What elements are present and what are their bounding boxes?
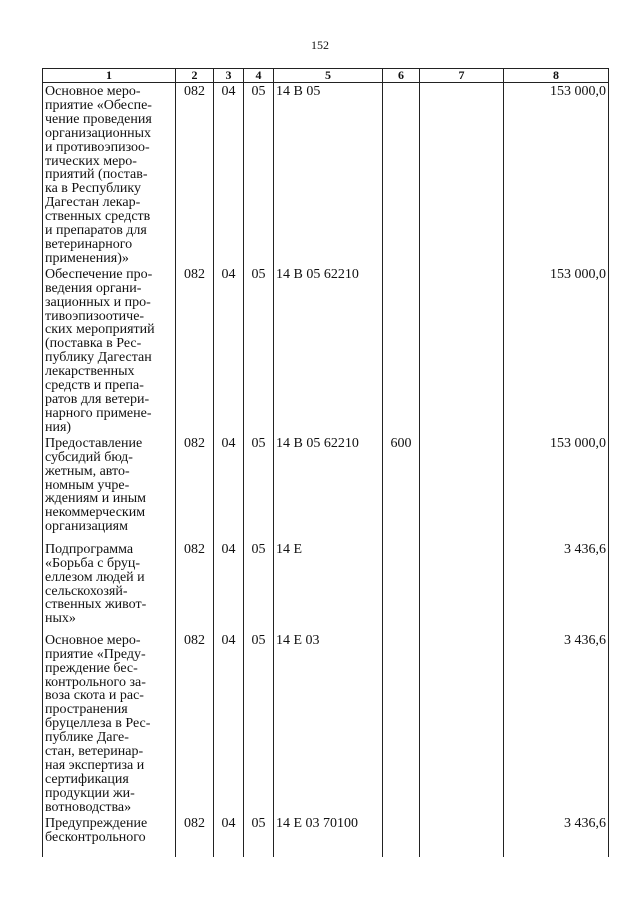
column-header-4: 4 xyxy=(244,69,274,83)
ministry-code-cell: 082 xyxy=(176,435,214,541)
subsection-code-cell: 05 xyxy=(244,632,274,815)
header-row xyxy=(43,69,609,83)
table-row xyxy=(43,632,609,815)
ministry-code-cell: 082 xyxy=(176,266,214,435)
target-article-cell: 14 Е 03 70100 xyxy=(274,815,383,857)
column-7-cell xyxy=(420,266,504,435)
column-header-2: 2 xyxy=(176,69,214,83)
ministry-code-cell: 082 xyxy=(176,632,214,815)
subsection-code-cell: 05 xyxy=(244,435,274,541)
target-article-cell: 14 Е xyxy=(274,541,383,632)
target-article-cell: 14 В 05 62210 xyxy=(274,266,383,435)
section-code-cell: 04 xyxy=(214,83,244,266)
budget-table xyxy=(42,68,609,857)
subsection-code-cell: 05 xyxy=(244,83,274,266)
amount-cell: 153 000,0 xyxy=(504,266,609,435)
ministry-code-cell: 082 xyxy=(176,815,214,857)
ministry-code-cell: 082 xyxy=(176,83,214,266)
section-code-cell: 04 xyxy=(214,266,244,435)
column-header-5: 5 xyxy=(274,69,383,83)
column-header-3: 3 xyxy=(214,69,244,83)
table-row xyxy=(43,266,609,435)
table-row xyxy=(43,541,609,632)
expense-type-cell xyxy=(383,815,420,857)
table-row xyxy=(43,815,609,857)
row-name-cell: Основное меро- приятие «Обеспе- чение проведения организационных и противоэпизоо- тических меро- приятий (постав- ка в Республику Дагестан лекар- ственных средств и препаратов для ветеринарного применения)» xyxy=(43,83,176,266)
subsection-code-cell: 05 xyxy=(244,815,274,857)
subsection-code-cell: 05 xyxy=(244,266,274,435)
row-name-cell: Основное меро- приятие «Преду- преждение бес- контрольного за- воза скота и рас- пространения бруцеллеза в Рес- публике Даге- стан, ветеринар- ная экспертиза и сертификация продукции жи- вотноводства» xyxy=(43,632,176,815)
row-name-cell: Подпрограмма «Борьба с бруц- еллезом людей и сельскохозяй- ственных живот- ных» xyxy=(43,541,176,632)
amount-cell: 3 436,6 xyxy=(504,541,609,632)
row-name-cell: Обеспечение про- ведения органи- зационных и про- тивоэпизоотиче- ских мероприятий (поставка в Рес- публику Дагестан лекарственных средств и препа- ратов для ветери- нарного примене- ния) xyxy=(43,266,176,435)
column-7-cell xyxy=(420,83,504,266)
section-code-cell: 04 xyxy=(214,435,244,541)
target-article-cell: 14 В 05 xyxy=(274,83,383,266)
amount-cell: 3 436,6 xyxy=(504,815,609,857)
expense-type-cell xyxy=(383,266,420,435)
row-name-cell: Предупреждение бесконтрольного xyxy=(43,815,176,857)
column-header-1: 1 xyxy=(43,69,176,83)
section-code-cell: 04 xyxy=(214,541,244,632)
amount-cell: 3 436,6 xyxy=(504,632,609,815)
section-code-cell: 04 xyxy=(214,815,244,857)
table-row xyxy=(43,83,609,266)
amount-cell: 153 000,0 xyxy=(504,83,609,266)
ministry-code-cell: 082 xyxy=(176,541,214,632)
expense-type-cell xyxy=(383,541,420,632)
column-7-cell xyxy=(420,632,504,815)
target-article-cell: 14 В 05 62210 xyxy=(274,435,383,541)
expense-type-cell: 600 xyxy=(383,435,420,541)
row-name-cell: Предоставление субсидий бюд- жетным, авто- номным учре- ждениям и иным некоммерческим организациям xyxy=(43,435,176,541)
column-7-cell xyxy=(420,815,504,857)
column-header-7: 7 xyxy=(420,69,504,83)
column-7-cell xyxy=(420,435,504,541)
subsection-code-cell: 05 xyxy=(244,541,274,632)
column-header-8: 8 xyxy=(504,69,609,83)
amount-cell: 153 000,0 xyxy=(504,435,609,541)
section-code-cell: 04 xyxy=(214,632,244,815)
page-number: 152 xyxy=(311,38,329,52)
column-7-cell xyxy=(420,541,504,632)
expense-type-cell xyxy=(383,83,420,266)
column-header-6: 6 xyxy=(383,69,420,83)
table-row xyxy=(43,435,609,541)
expense-type-cell xyxy=(383,632,420,815)
target-article-cell: 14 Е 03 xyxy=(274,632,383,815)
